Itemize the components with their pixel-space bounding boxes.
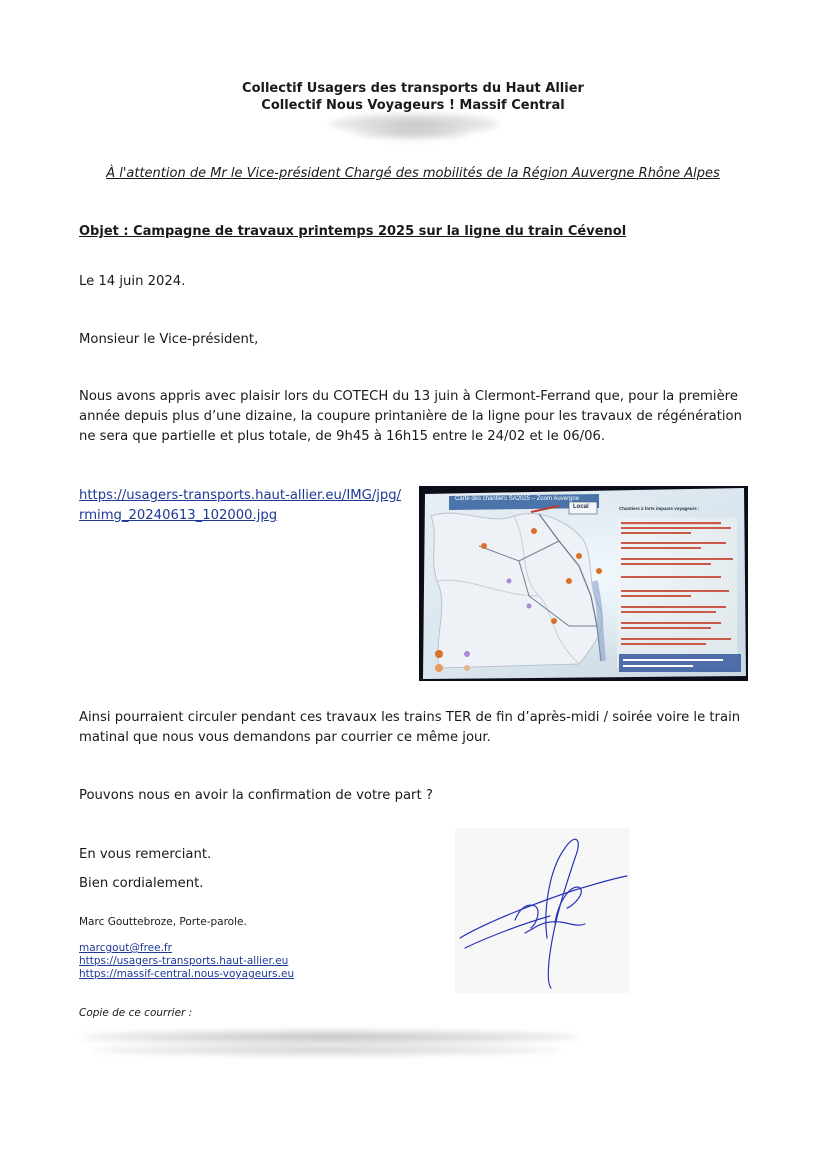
attention-line: À l'attention de Mr le Vice-président Chargé des mobilités de la Région Auvergne Rhône Alpes xyxy=(106,166,720,181)
header-line-2: Collectif Nous Voyageurs ! Massif Central xyxy=(261,98,565,113)
contact-massif-link[interactable]: https://massif-central.nous-voyageurs.eu xyxy=(79,968,295,980)
question-line: Pouvons nous en avoir la confirmation de votre part ? xyxy=(79,788,433,803)
letter-date: Le 14 juin 2024. xyxy=(79,274,186,289)
contact-website-link[interactable]: https://usagers-transports.haut-allier.eu xyxy=(79,955,289,967)
signature-image xyxy=(455,828,630,993)
slide-photo-illustration xyxy=(419,486,748,681)
slide-legend-title: Chantiers à forts impacts voyageurs : xyxy=(619,506,700,511)
slide-local-badge: Local xyxy=(573,504,589,510)
image-link[interactable] xyxy=(79,486,401,526)
contact-email-link[interactable]: marcgout@free.fr xyxy=(79,942,172,954)
signature-strokes xyxy=(455,828,630,993)
slide-photo xyxy=(419,486,748,681)
closing-regards: Bien cordialement. xyxy=(79,876,204,891)
header-line-1: Collectif Usagers des transports du Haut Allier xyxy=(242,81,584,96)
closing-thanks: En vous remerciant. xyxy=(79,847,212,862)
paragraph-trains: Ainsi pourraient circuler pendant ces travaux les trains TER de fin d’après-midi / soirée voire le train matinal que nous vous demandons par courrier ce même jour. xyxy=(79,710,741,745)
image-link-line-2[interactable]: rmimg_20240613_102000.jpg xyxy=(79,508,278,523)
image-link-line-1[interactable]: https://usagers-transports.haut-allier.eu/IMG/jpg/ xyxy=(79,488,402,503)
paragraph-announcement: Nous avons appris avec plaisir lors du COTECH du 13 juin à Clermont-Ferrand que, pour la première année depuis plus d’une dizaine, la coupure printanière de la ligne pour les travaux de régénération ne sera que partielle et plus totale, de 9h45 à 16h15 entre le 24/02 et le 06/06. xyxy=(79,389,742,444)
subject-line: Objet : Campagne de travaux printemps 2025 sur la ligne du train Cévenol xyxy=(79,224,627,239)
salutation: Monsieur le Vice-président, xyxy=(79,332,259,347)
slide-title: Carte des chantiers SA2025 – Zoom Auvergne xyxy=(455,496,580,502)
copy-label: Copie de ce courrier : xyxy=(79,1007,193,1019)
signatory-name: Marc Gouttebroze, Porte-parole. xyxy=(79,916,247,928)
